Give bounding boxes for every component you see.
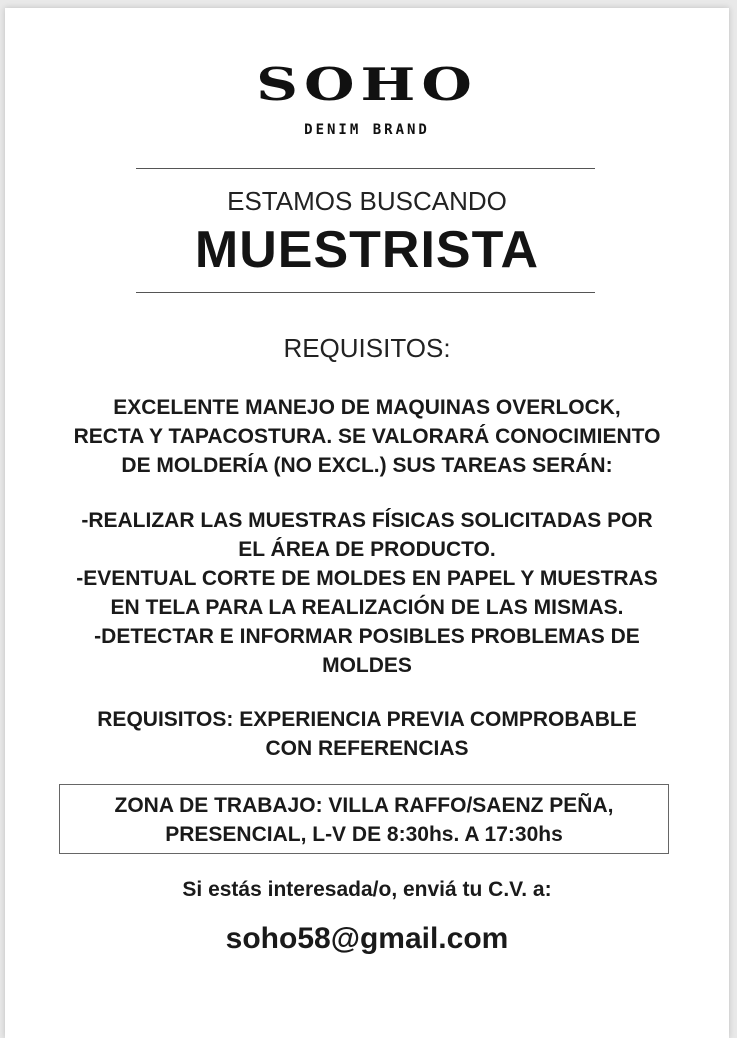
contact-email[interactable]: soho58@gmail.com bbox=[225, 922, 509, 955]
experience-line: REQUISITOS: EXPERIENCIA PREVIA COMPROBABLE bbox=[97, 708, 637, 731]
work-zone-box bbox=[59, 784, 669, 854]
tasks-block bbox=[5, 506, 729, 680]
job-flyer bbox=[5, 8, 729, 1038]
intro-line: RECTA Y TAPACOSTURA. SE VALORARÁ CONOCIMIENTO bbox=[73, 425, 661, 448]
requirements-title: REQUISITOS: bbox=[283, 333, 451, 363]
task-line: EN TELA PARA LA REALIZACIÓN DE LAS MISMAS. bbox=[110, 596, 624, 619]
experience-block bbox=[5, 705, 729, 763]
work-zone-line: ZONA DE TRABAJO: VILLA RAFFO/SAENZ PEÑA, bbox=[114, 794, 614, 817]
work-zone-line: PRESENCIAL, L-V DE 8:30hs. A 17:30hs bbox=[165, 823, 563, 846]
task-line: -EVENTUAL CORTE DE MOLDES EN PAPEL Y MUESTRAS bbox=[76, 567, 658, 590]
contact-text: Si estás interesada/o, enviá tu C.V. a: bbox=[182, 878, 552, 901]
task-line: -REALIZAR LAS MUESTRAS FÍSICAS SOLICITADAS POR bbox=[81, 509, 653, 532]
task-line: MOLDES bbox=[322, 654, 412, 677]
experience-line: CON REFERENCIAS bbox=[265, 737, 469, 760]
bottom-divider bbox=[136, 292, 595, 293]
brand-logo: SOHO bbox=[256, 58, 478, 112]
intro-block bbox=[5, 393, 729, 480]
task-line: EL ÁREA DE PRODUCTO. bbox=[238, 538, 496, 561]
intro-line: DE MOLDERÍA (NO EXCL.) SUS TAREAS SERÁN: bbox=[121, 454, 613, 477]
brand-tagline: DENIM BRAND bbox=[304, 122, 430, 138]
intro-line: EXCELENTE MANEJO DE MAQUINAS OVERLOCK, bbox=[113, 396, 621, 419]
header-small: ESTAMOS BUSCANDO bbox=[227, 186, 507, 216]
task-line: -DETECTAR E INFORMAR POSIBLES PROBLEMAS DE bbox=[94, 625, 640, 648]
job-title: MUESTRISTA bbox=[194, 221, 540, 279]
top-divider bbox=[136, 168, 595, 169]
